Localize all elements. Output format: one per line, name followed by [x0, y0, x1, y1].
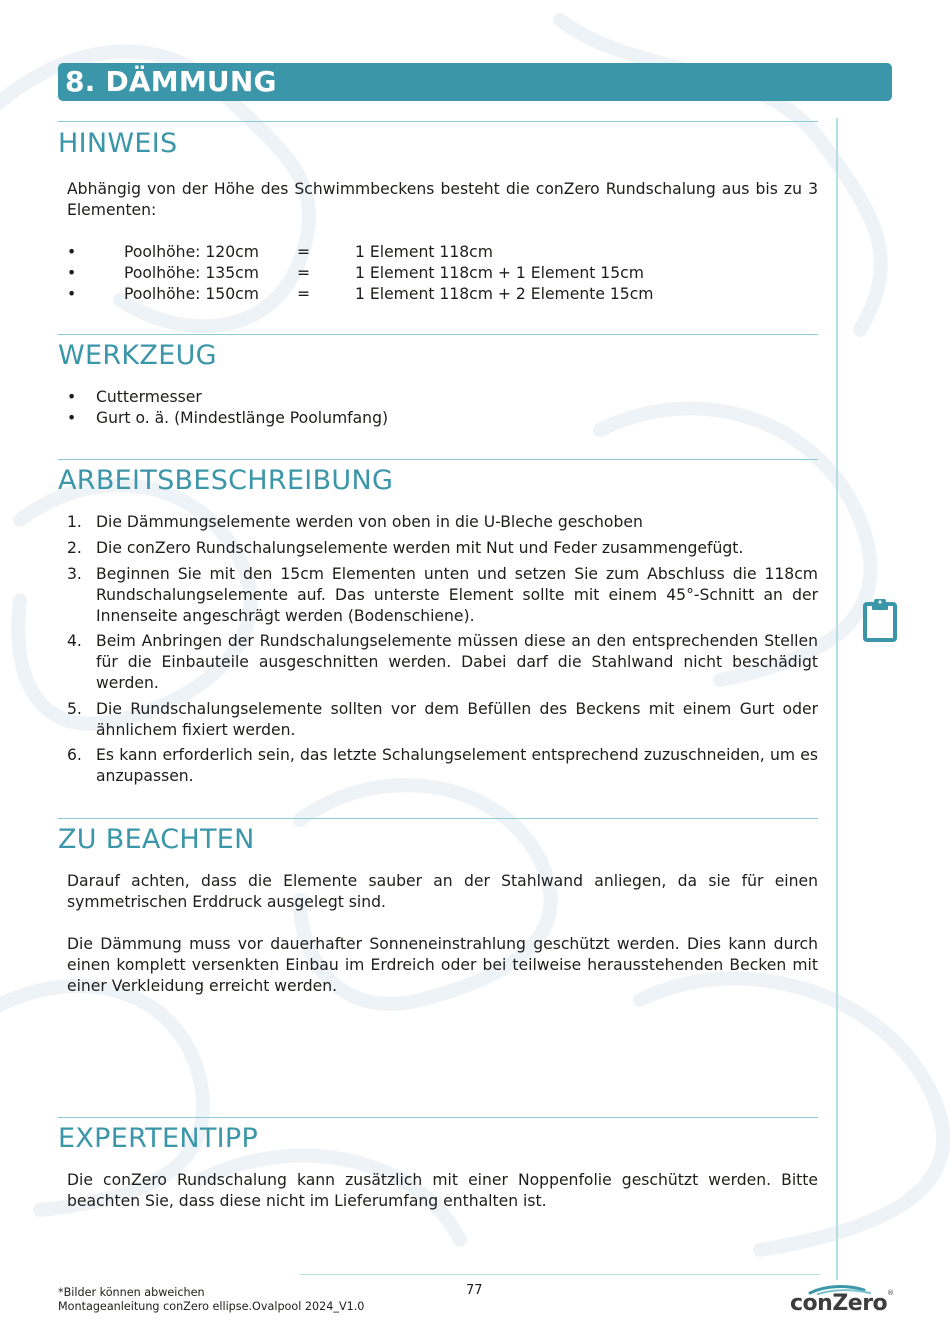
section-title-werkzeug: WERKZEUG	[58, 340, 217, 371]
step-number: 3.	[67, 565, 82, 583]
zu-beachten-paragraph-2: Die Dämmung muss vor dauerhafter Sonneneinstrahlung geschützt werden. Dies kann durch einen komplett versenkten Einbau im Erdreich oder bei teilweise herausstehenden Becken mit einer Verkleidung erreicht werden.	[67, 935, 818, 995]
image-disclaimer: *Bilder können abweichen	[58, 1286, 205, 1299]
element-config: 1 Element 118cm + 1 Element 15cm	[355, 264, 644, 282]
step-text: Die Rundschalungselemente sollten vor dem Befüllen des Beckens mit einem Gurt oder ähnlichem fixiert werden.	[96, 700, 818, 739]
page-number: 77	[466, 1283, 483, 1298]
expertentipp-text: Die conZero Rundschalung kann zusätzlich mit einer Noppenfolie geschützt werden. Bitte beachten Sie, dass diese nicht im Lieferumfang enthalten ist.	[67, 1171, 818, 1210]
work-step	[67, 631, 818, 694]
step-number: 1.	[67, 513, 82, 531]
chapter-header-bar	[58, 63, 892, 101]
clipboard-icon	[862, 598, 898, 642]
bullet: •	[67, 285, 77, 303]
section-divider	[58, 1117, 818, 1118]
equals-sign: =	[297, 264, 311, 282]
logo-wordmark: conZero	[790, 1291, 888, 1316]
step-text: Beim Anbringen der Rundschalungselemente müssen diese an den entsprechenden Stellen für die Einbauteile ausgeschnitten werden. Dabei darf die Stahlwand nicht beschädigt werden.	[96, 632, 818, 692]
equals-sign: =	[297, 243, 311, 261]
footer-rule	[300, 1274, 820, 1275]
work-step	[67, 512, 818, 533]
work-step	[67, 538, 818, 559]
document-reference: Montageanleitung conZero ellipse.Ovalpool 2024_V1.0	[58, 1300, 365, 1313]
step-number: 5.	[67, 700, 82, 718]
hinweis-intro: Abhängig von der Höhe des Schwimmbeckens besteht die conZero Rundschalung aus bis zu 3 Elementen:	[67, 180, 818, 219]
section-divider	[58, 459, 818, 460]
zu-beachten-paragraph-1: Darauf achten, dass die Elemente sauber an der Stahlwand anliegen, da sie für einen symmetrischen Erddruck ausgelegt sind.	[67, 872, 818, 911]
step-text: Die Dämmungselemente werden von oben in die U-Bleche geschoben	[96, 513, 643, 531]
bullet: •	[67, 388, 77, 406]
bullet: •	[67, 243, 77, 261]
equals-sign: =	[297, 285, 311, 303]
step-number: 4.	[67, 632, 82, 650]
section-title-hinweis: HINWEIS	[58, 128, 178, 159]
section-title-zu-beachten: ZU BEACHTEN	[58, 824, 255, 855]
section-divider	[58, 334, 818, 335]
section-divider	[58, 818, 818, 819]
step-text: Die conZero Rundschalungselemente werden mit Nut und Feder zusammengefügt.	[96, 539, 744, 557]
footer-notes	[58, 1286, 364, 1314]
element-config: 1 Element 118cm	[355, 243, 493, 261]
pool-height-label: Poolhöhe: 120cm	[124, 243, 259, 261]
bullet: •	[67, 409, 77, 427]
step-number: 6.	[67, 746, 82, 764]
tool-label: Gurt o. ä. (Mindestlänge Poolumfang)	[96, 409, 389, 427]
element-config: 1 Element 118cm + 2 Elemente 15cm	[355, 285, 654, 303]
chapter-title: 8. DÄMMUNG	[65, 65, 277, 98]
section-divider	[58, 121, 818, 122]
step-text: Es kann erforderlich sein, das letzte Schalungselement entsprechend zuzuschneiden, um es anzupassen.	[96, 746, 818, 785]
work-step	[67, 564, 818, 627]
work-step	[67, 699, 818, 741]
step-text: Beginnen Sie mit den 15cm Elementen unten und setzen Sie zum Abschluss die 118cm Rundschalungselemente auf. Das unterste Element sollte mit einem 45°-Schnitt an der Innenseite angeschrägt werden (Bodenschiene).	[96, 565, 818, 625]
section-title-expertentipp: EXPERTENTIPP	[58, 1123, 259, 1154]
section-title-arbeitsbeschreibung: ARBEITSBESCHREIBUNG	[58, 465, 394, 496]
pool-height-label: Poolhöhe: 150cm	[124, 285, 259, 303]
step-number: 2.	[67, 539, 82, 557]
work-step	[67, 745, 818, 787]
bullet: •	[67, 264, 77, 282]
registered-mark: ®	[887, 1289, 894, 1297]
tool-label: Cuttermesser	[96, 388, 202, 406]
conzero-logo	[790, 1285, 900, 1319]
pool-height-label: Poolhöhe: 135cm	[124, 264, 259, 282]
side-rule	[836, 118, 838, 1280]
